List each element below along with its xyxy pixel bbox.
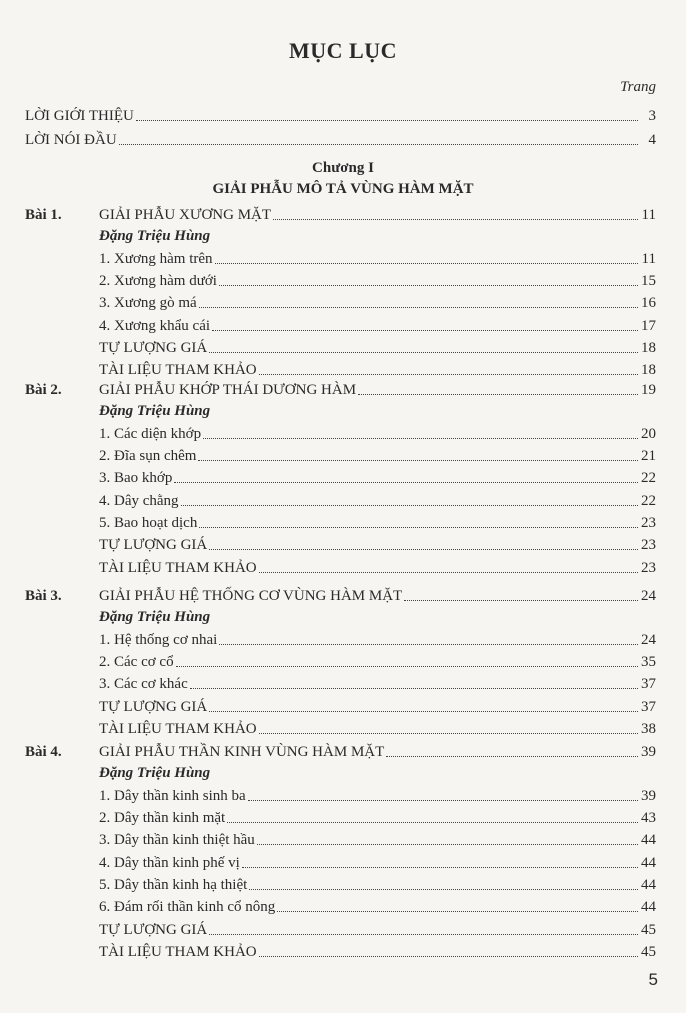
entry-label: 5. Dây thần kinh hạ thiệt	[99, 877, 248, 894]
chapter-label: Chương I	[312, 160, 374, 176]
entry-page: 11	[641, 250, 656, 267]
entry-label: TỰ LƯỢNG GIÁ	[99, 698, 208, 715]
entry-label: TỰ LƯỢNG GIÁ	[99, 340, 208, 357]
toc-entry[interactable]	[0, 468, 686, 488]
toc-entry[interactable]	[0, 491, 686, 511]
entry-label: 2. Đĩa sụn chêm	[99, 448, 197, 465]
leader-dots	[119, 144, 638, 145]
lesson-header[interactable]	[0, 380, 686, 400]
toc-entry[interactable]	[0, 360, 686, 380]
toc-entry[interactable]	[0, 249, 686, 269]
leader-dots	[181, 505, 638, 506]
entry-page: 37	[641, 676, 656, 693]
toc-entry[interactable]	[0, 897, 686, 917]
leader-dots	[209, 352, 638, 353]
entry-page: 23	[641, 537, 656, 554]
leader-dots	[209, 549, 638, 550]
entry-page: 39	[641, 744, 656, 760]
leader-dots	[199, 527, 638, 528]
entry-label: LỜI NÓI ĐẦU	[25, 132, 117, 148]
entry-page: 44	[641, 854, 656, 871]
toc-entry[interactable]	[0, 513, 686, 533]
entry-page: 22	[641, 470, 656, 487]
entry-page: 38	[641, 721, 656, 738]
entry-page: 44	[641, 877, 656, 894]
leader-dots	[259, 374, 638, 375]
leader-dots	[136, 120, 638, 121]
entry-label: TÀI LIỆU THAM KHẢO	[99, 944, 257, 961]
toc-entry[interactable]	[0, 446, 686, 466]
toc-entry[interactable]	[0, 316, 686, 336]
toc-entry[interactable]	[0, 535, 686, 555]
toc-entry[interactable]	[0, 424, 686, 444]
entry-page: 23	[641, 515, 656, 532]
leader-dots	[386, 756, 638, 757]
leader-dots	[404, 600, 638, 601]
entry-page: 22	[641, 492, 656, 509]
leader-dots	[273, 219, 638, 220]
lesson-author-row	[0, 763, 686, 783]
lesson-title: GIẢI PHẪU HỆ THỐNG CƠ VÙNG HÀM MẶT	[99, 588, 403, 604]
entry-page: 45	[641, 944, 656, 961]
lesson-author: Đặng Triệu Hùng	[99, 403, 211, 420]
page-title: MỤC LỤC	[289, 38, 397, 63]
toc-entry[interactable]	[0, 808, 686, 828]
entry-page: 23	[641, 559, 656, 576]
leader-dots	[259, 956, 638, 957]
toc-entry[interactable]	[0, 674, 686, 694]
leader-dots	[242, 867, 638, 868]
lesson-author-row	[0, 226, 686, 246]
entry-page: 18	[641, 340, 656, 357]
entry-page: 19	[641, 382, 656, 398]
lesson-author: Đặng Triệu Hùng	[99, 609, 211, 626]
entry-label: 4. Xương khẩu cái	[99, 317, 211, 334]
entry-label: 5. Bao hoạt dịch	[99, 515, 198, 532]
entry-page: 24	[641, 631, 656, 648]
lesson-header[interactable]	[0, 586, 686, 606]
leader-dots	[257, 844, 638, 845]
lesson-author: Đặng Triệu Hùng	[99, 765, 211, 782]
page-column-label: Trang	[620, 79, 656, 95]
lesson-title: GIẢI PHẪU XƯƠNG MẶT	[99, 207, 272, 223]
toc-entry[interactable]	[0, 630, 686, 650]
entry-page: 11	[641, 207, 656, 223]
leader-dots	[199, 307, 638, 308]
toc-entry[interactable]	[0, 271, 686, 291]
lesson-number: Bài 2.	[25, 382, 62, 398]
entry-label: 1. Xương hàm trên	[99, 250, 213, 267]
leader-dots	[174, 482, 638, 483]
leader-dots	[209, 711, 638, 712]
entry-page: 18	[641, 362, 656, 379]
entry-label: LỜI GIỚI THIỆU	[25, 108, 134, 124]
entry-label: TỰ LƯỢNG GIÁ	[99, 537, 208, 554]
lesson-title: GIẢI PHẪU THẦN KINH VÙNG HÀM MẶT	[99, 744, 385, 760]
lesson-author-row	[0, 607, 686, 627]
entry-label: TÀI LIỆU THAM KHẢO	[99, 362, 257, 379]
entry-label: 6. Đám rối thần kinh cổ nông	[99, 899, 276, 916]
leader-dots	[190, 688, 638, 689]
toc-entry[interactable]	[0, 853, 686, 873]
toc-entry[interactable]	[0, 697, 686, 717]
entry-page: 44	[641, 832, 656, 849]
entry-page: 35	[641, 654, 656, 671]
entry-page: 43	[641, 810, 656, 827]
lesson-number: Bài 1.	[25, 207, 62, 223]
entry-label: 1. Dây thần kinh sinh ba	[99, 787, 246, 804]
toc-entry[interactable]	[0, 130, 686, 150]
lesson-author: Đặng Triệu Hùng	[99, 228, 211, 245]
entry-label: 1. Hệ thống cơ nhai	[99, 631, 218, 648]
entry-label: TÀI LIỆU THAM KHẢO	[99, 559, 257, 576]
lesson-number: Bài 3.	[25, 588, 62, 604]
entry-page: 45	[641, 921, 656, 938]
entry-page: 17	[641, 317, 656, 334]
lesson-title: GIẢI PHẪU KHỚP THÁI DƯƠNG HÀM	[99, 382, 357, 398]
leader-dots	[259, 572, 638, 573]
toc-entry[interactable]	[0, 942, 686, 962]
entry-label: 2. Các cơ cổ	[99, 654, 174, 671]
lesson-header[interactable]	[0, 205, 686, 225]
entry-page: 24	[641, 588, 656, 604]
entry-label: 3. Dây thần kinh thiệt hầu	[99, 832, 255, 849]
entry-label: 3. Xương gò má	[99, 295, 197, 312]
entry-page: 20	[641, 425, 656, 442]
leader-dots	[259, 733, 638, 734]
leader-dots	[248, 800, 638, 801]
chapter-title: GIẢI PHẪU MÔ TẢ VÙNG HÀM MẶT	[212, 181, 474, 197]
leader-dots	[219, 285, 638, 286]
entry-label: 2. Xương hàm dưới	[99, 273, 217, 290]
entry-page: 39	[641, 787, 656, 804]
entry-label: TỰ LƯỢNG GIÁ	[99, 921, 208, 938]
toc-entry[interactable]	[0, 830, 686, 850]
entry-page: 3	[648, 108, 656, 124]
entry-label: 4. Dây thần kinh phế vị	[99, 854, 240, 871]
leader-dots	[203, 438, 638, 439]
leader-dots	[212, 330, 638, 331]
entry-page: 16	[641, 295, 656, 312]
leader-dots	[227, 822, 638, 823]
toc-entry[interactable]	[0, 293, 686, 313]
entry-page: 37	[641, 698, 656, 715]
toc-entry[interactable]	[0, 786, 686, 806]
entry-label: 2. Dây thần kinh mặt	[99, 810, 226, 827]
entry-page: 21	[641, 448, 656, 465]
leader-dots	[198, 460, 638, 461]
leader-dots	[277, 911, 638, 912]
leader-dots	[215, 263, 638, 264]
entry-page: 44	[641, 899, 656, 916]
leader-dots	[219, 644, 638, 645]
toc-entry[interactable]	[0, 106, 686, 126]
leader-dots	[209, 934, 638, 935]
entry-label: 3. Các cơ khác	[99, 676, 188, 693]
entry-label: 4. Dây chằng	[99, 492, 179, 509]
page-number: 5	[648, 970, 658, 989]
toc-entry[interactable]	[0, 719, 686, 739]
lesson-author-row	[0, 401, 686, 421]
leader-dots	[358, 394, 638, 395]
entry-page: 4	[648, 132, 656, 148]
entry-page: 15	[641, 273, 656, 290]
leader-dots	[176, 666, 638, 667]
lesson-header[interactable]	[0, 742, 686, 762]
toc-entry[interactable]	[0, 875, 686, 895]
entry-label: 1. Các diện khớp	[99, 425, 202, 442]
toc-entry[interactable]	[0, 920, 686, 940]
lesson-number: Bài 4.	[25, 744, 62, 760]
leader-dots	[249, 889, 638, 890]
toc-entry[interactable]	[0, 652, 686, 672]
entry-label: TÀI LIỆU THAM KHẢO	[99, 721, 257, 738]
toc-entry[interactable]	[0, 338, 686, 358]
entry-label: 3. Bao khớp	[99, 470, 173, 487]
toc-entry[interactable]	[0, 558, 686, 578]
